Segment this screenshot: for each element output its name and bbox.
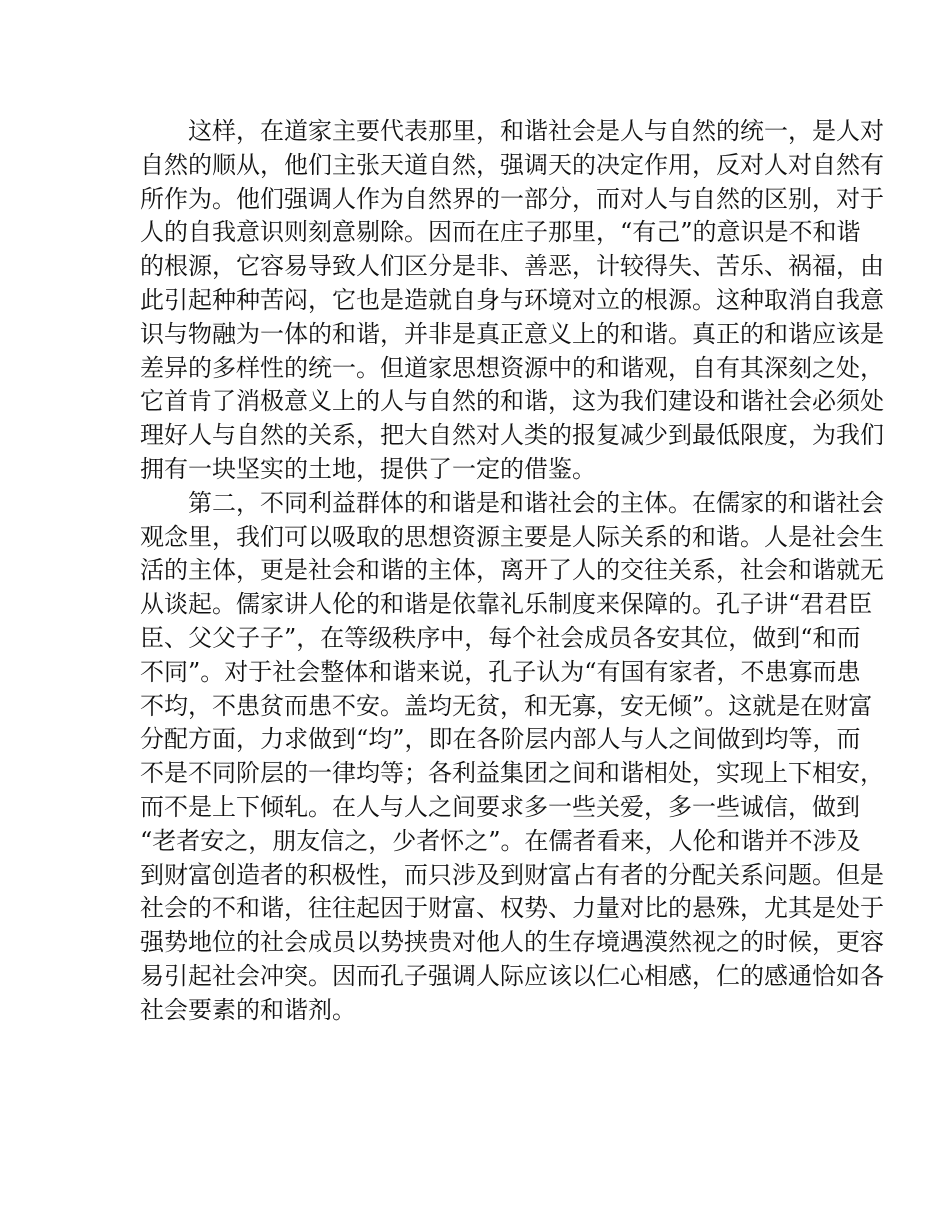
text-line: 拥有一块坚实的土地，提供了一定的借鉴。 <box>140 454 596 483</box>
text-line: 不同”。对于社会整体和谐来说，孔子认为“有国有家者，不患寡而患 <box>140 657 861 686</box>
text-line: 强势地位的社会成员以势挟贵对他人的生存境遇漠然视之的时候，更容 <box>140 928 884 957</box>
text-line: 理好人与自然的关系，把大自然对人类的报复减少到最低限度，为我们 <box>140 421 884 450</box>
text-line: 识与物融为一体的和谐，并非是真正意义上的和谐。真正的和谐应该是 <box>140 319 884 348</box>
text-line: 差异的多样性的统一。但道家思想资源中的和谐观，自有其深刻之处， <box>140 353 884 382</box>
text-line: 观念里，我们可以吸取的思想资源主要是人际关系的和谐。人是社会生 <box>140 522 884 551</box>
text-line: 所作为。他们强调人作为自然界的一部分，而对人与自然的区别，对于 <box>140 184 884 213</box>
text-line: 不是不同阶层的一律均等；各利益集团之间和谐相处，实现上下相安， <box>140 759 884 788</box>
paragraph-1 <box>140 115 884 487</box>
text-line: 到财富创造者的积极性，而只涉及到财富占有者的分配关系问题。但是 <box>140 860 884 889</box>
text-line: 易引起社会冲突。因而孔子强调人际应该以仁心相感，仁的感通恰如各 <box>140 961 884 990</box>
text-line: 人的自我意识则刻意剔除。因而在庄子那里，“有己”的意识是不和谐 <box>140 218 861 247</box>
text-line: 它首肯了消极意义上的人与自然的和谐，这为我们建设和谐社会必须处 <box>140 387 884 416</box>
text-line: 第二，不同利益群体的和谐是和谐社会的主体。在儒家的和谐社会 <box>188 488 884 517</box>
text-line: “老者安之，朋友信之，少者怀之”。在儒者看来，人伦和谐并不涉及 <box>140 826 861 855</box>
text-line: 社会要素的和谐剂。 <box>140 995 356 1024</box>
text-line: 此引起种种苦闷，它也是造就自身与环境对立的根源。这种取消自我意 <box>140 285 884 314</box>
text-line: 自然的顺从，他们主张天道自然，强调天的决定作用，反对人对自然有 <box>140 150 884 179</box>
text-line: 臣、父父子子”，在等级秩序中，每个社会成员各安其位，做到“和而 <box>140 623 861 652</box>
text-line: 活的主体，更是社会和谐的主体，离开了人的交往关系，社会和谐就无 <box>140 556 884 585</box>
text-line: 从谈起。儒家讲人伦的和谐是依靠礼乐制度来保障的。孔子讲“君君臣 <box>140 590 873 619</box>
text-line: 这样，在道家主要代表那里，和谐社会是人与自然的统一，是人对 <box>188 117 884 145</box>
text-line: 分配方面，力求做到“均”，即在各阶层内部人与人之间做到均等，而 <box>140 725 861 754</box>
text-line: 的根源，它容易导致人们区分是非、善恶，计较得失、苦乐、祸福，由 <box>140 252 884 281</box>
paragraph-2 <box>140 487 884 1028</box>
text-line: 不均，不患贫而患不安。盖均无贫，和无寡，安无倾”。这就是在财富 <box>140 691 873 720</box>
text-line: 而不是上下倾轧。在人与人之间要求多一些关爱，多一些诚信，做到 <box>140 792 860 821</box>
text-line: 社会的不和谐，往往起因于财富、权势、力量对比的悬殊，尤其是处于 <box>140 894 884 923</box>
body-text <box>140 115 884 1028</box>
